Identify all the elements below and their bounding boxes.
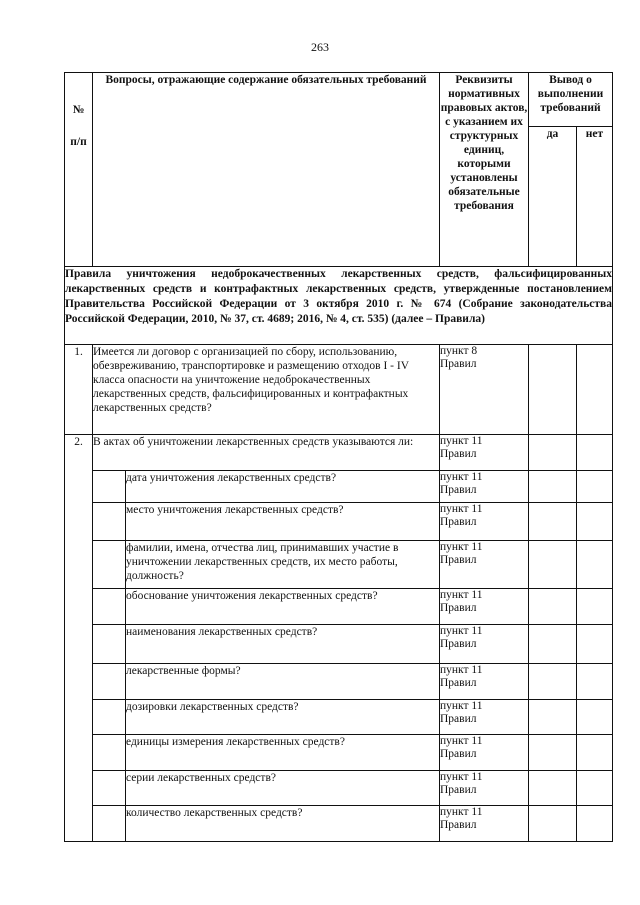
yes-cell[interactable] bbox=[529, 771, 577, 806]
sub-question: наименования лекарственных средств? bbox=[126, 625, 440, 664]
table-row bbox=[65, 435, 613, 471]
no-cell[interactable] bbox=[577, 700, 613, 735]
reference-doc: Правил bbox=[440, 448, 477, 460]
reference-clause: пункт 11 bbox=[440, 503, 483, 515]
indent-cell bbox=[93, 589, 126, 625]
indent-cell bbox=[93, 735, 126, 771]
row-reference bbox=[440, 435, 529, 471]
reference-doc: Правил bbox=[440, 784, 477, 796]
sub-question: фамилии, имена, отчества лиц, принимавших участие в уничтожении лекарственных средств, их место работы, должность? bbox=[126, 541, 440, 589]
yes-cell[interactable] bbox=[529, 435, 577, 471]
sub-row bbox=[65, 589, 613, 625]
sub-row bbox=[65, 471, 613, 503]
indent-cell bbox=[93, 700, 126, 735]
row-question: Имеется ли договор с организацией по сбору, использованию, обезвреживанию, транспортировке и размещению отходов I - IV класса опасности на уничтожение недоброкачественных лекарственных средств, фальсифицированных и контрафактных лекарственных средств? bbox=[93, 345, 440, 435]
header-no: нет bbox=[577, 127, 613, 267]
sub-row bbox=[65, 503, 613, 541]
no-cell[interactable] bbox=[577, 625, 613, 664]
reference-doc: Правил bbox=[440, 602, 477, 614]
reference-doc: Правил bbox=[440, 748, 477, 760]
sub-question: количество лекарственных средств? bbox=[126, 806, 440, 842]
reference-doc: Правил bbox=[440, 484, 477, 496]
yes-cell[interactable] bbox=[529, 664, 577, 700]
indent-cell bbox=[93, 541, 126, 589]
sub-reference bbox=[440, 471, 529, 503]
no-cell[interactable] bbox=[577, 435, 613, 471]
sub-row bbox=[65, 664, 613, 700]
sub-question: лекарственные формы? bbox=[126, 664, 440, 700]
indent-cell bbox=[93, 503, 126, 541]
reference-doc: Правил bbox=[440, 638, 477, 650]
header-requisites: Реквизиты нормативных правовых актов, с указанием их структурных единиц, которыми установлены обязательные требования bbox=[440, 73, 529, 267]
section-title: Правила уничтожения недоброкачественных лекарственных средств, фальсифицированных лекарственных средств и контрафактных лекарственных средств, утвержденные постановлением Правительства Российской Федерации от 3 октября 2010 г. № 674 (Собрание законодательства Российской Федерации, 2010, № 37, ст. 4689; 2016, № 4, ст. 535) (далее – Правила) bbox=[65, 267, 613, 345]
sub-row bbox=[65, 541, 613, 589]
indent-cell bbox=[93, 771, 126, 806]
reference-clause: пункт 11 bbox=[440, 771, 483, 783]
header-number-symbol: № bbox=[72, 104, 85, 116]
header-output: Вывод о выполнении требований bbox=[529, 73, 613, 127]
yes-cell[interactable] bbox=[529, 503, 577, 541]
reference-doc: Правил bbox=[440, 677, 477, 689]
sub-row bbox=[65, 735, 613, 771]
indent-cell bbox=[93, 625, 126, 664]
yes-cell[interactable] bbox=[529, 345, 577, 435]
row-number: 1. bbox=[65, 345, 93, 435]
no-cell[interactable] bbox=[577, 771, 613, 806]
sub-reference bbox=[440, 589, 529, 625]
no-cell[interactable] bbox=[577, 503, 613, 541]
reference-doc: Правил bbox=[440, 554, 477, 566]
yes-cell[interactable] bbox=[529, 806, 577, 842]
yes-cell[interactable] bbox=[529, 471, 577, 503]
yes-cell[interactable] bbox=[529, 589, 577, 625]
reference-clause: пункт 11 bbox=[440, 625, 483, 637]
no-cell[interactable] bbox=[577, 345, 613, 435]
indent-cell bbox=[93, 664, 126, 700]
reference-clause: пункт 8 bbox=[440, 345, 478, 357]
sub-question: дозировки лекарственных средств? bbox=[126, 700, 440, 735]
yes-cell[interactable] bbox=[529, 735, 577, 771]
reference-clause: пункт 11 bbox=[440, 589, 483, 601]
indent-cell bbox=[93, 806, 126, 842]
reference-doc: Правил bbox=[440, 516, 477, 528]
sub-reference bbox=[440, 625, 529, 664]
no-cell[interactable] bbox=[577, 806, 613, 842]
sub-question: дата уничтожения лекарственных средств? bbox=[126, 471, 440, 503]
requirements-table bbox=[64, 72, 613, 842]
header-number bbox=[65, 73, 93, 267]
table-row bbox=[65, 345, 613, 435]
reference-clause: пункт 11 bbox=[440, 541, 483, 553]
no-cell[interactable] bbox=[577, 589, 613, 625]
sub-question: серии лекарственных средств? bbox=[126, 771, 440, 806]
reference-clause: пункт 11 bbox=[440, 471, 483, 483]
sub-question: единицы измерения лекарственных средств? bbox=[126, 735, 440, 771]
reference-doc: Правил bbox=[440, 819, 477, 831]
sub-question: обоснование уничтожения лекарственных средств? bbox=[126, 589, 440, 625]
sub-reference bbox=[440, 700, 529, 735]
reference-clause: пункт 11 bbox=[440, 664, 483, 676]
row-reference bbox=[440, 345, 529, 435]
reference-clause: пункт 11 bbox=[440, 735, 483, 747]
sub-reference bbox=[440, 541, 529, 589]
no-cell[interactable] bbox=[577, 541, 613, 589]
sub-reference bbox=[440, 503, 529, 541]
yes-cell[interactable] bbox=[529, 700, 577, 735]
yes-cell[interactable] bbox=[529, 625, 577, 664]
sub-reference bbox=[440, 664, 529, 700]
reference-doc: Правил bbox=[440, 358, 477, 370]
sub-row bbox=[65, 625, 613, 664]
sub-row bbox=[65, 771, 613, 806]
header-number-abbr: п/п bbox=[70, 136, 87, 148]
header-yes: да bbox=[529, 127, 577, 267]
sub-reference bbox=[440, 806, 529, 842]
header-questions: Вопросы, отражающие содержание обязательных требований bbox=[93, 73, 440, 267]
reference-clause: пункт 11 bbox=[440, 806, 483, 818]
no-cell[interactable] bbox=[577, 735, 613, 771]
no-cell[interactable] bbox=[577, 664, 613, 700]
page-number: 263 bbox=[311, 40, 329, 54]
no-cell[interactable] bbox=[577, 471, 613, 503]
sub-reference bbox=[440, 771, 529, 806]
row-number: 2. bbox=[65, 435, 93, 842]
sub-question: место уничтожения лекарственных средств? bbox=[126, 503, 440, 541]
row-question: В актах об уничтожении лекарственных средств указываются ли: bbox=[93, 435, 440, 471]
sub-row bbox=[65, 700, 613, 735]
indent-cell bbox=[93, 471, 126, 503]
yes-cell[interactable] bbox=[529, 541, 577, 589]
sub-row bbox=[65, 806, 613, 842]
reference-clause: пункт 11 bbox=[440, 435, 483, 447]
sub-reference bbox=[440, 735, 529, 771]
reference-clause: пункт 11 bbox=[440, 700, 483, 712]
reference-doc: Правил bbox=[440, 713, 477, 725]
